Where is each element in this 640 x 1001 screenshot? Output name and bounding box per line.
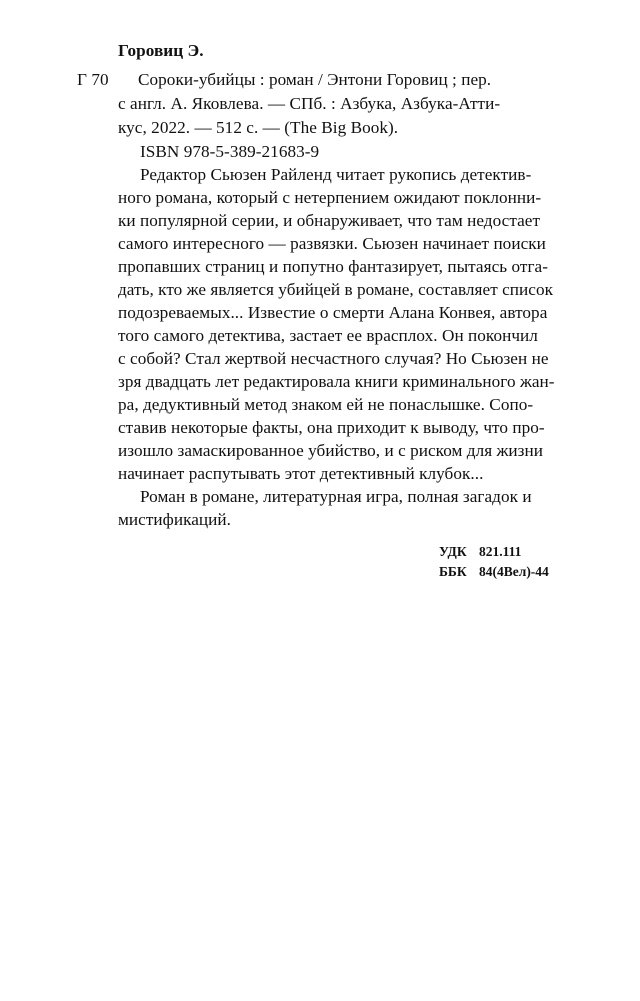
annotation-line: ра, дедуктивный метод знаком ей не понаслышке. Сопо- xyxy=(118,395,534,414)
annotation-line: мистификаций. xyxy=(118,510,232,529)
annotation-line: ки популярной серии, и обнаруживает, что там недостает xyxy=(118,211,541,230)
author-name: Горовиц Э. xyxy=(118,41,204,60)
bbk-label: ББК xyxy=(439,564,467,579)
bbk-value: 84(4Вел)-44 xyxy=(479,564,549,579)
udk-label: УДК xyxy=(439,544,467,559)
annotation-line: ного романа, который с нетерпением ожидают поклонни- xyxy=(118,188,542,207)
annotation-line: того самого детектива, застает ее врасплох. Он покончил xyxy=(118,326,538,345)
annotation-line: самого интересного — развязки. Сьюзен начинает поиски xyxy=(118,234,546,253)
description-line: Сороки-убийцы : роман / Энтони Горовиц ; пер. xyxy=(138,70,492,89)
annotation-line: подозреваемых... Известие о смерти Алана Конвея, автора xyxy=(118,303,548,322)
annotation-line: зря двадцать лет редактировала книги криминального жан- xyxy=(118,372,555,391)
annotation-line: изошло замаскированное убийство, и с риском для жизни xyxy=(118,441,544,460)
annotation-line: пропавших страниц и попутно фантазирует, пытаясь отга- xyxy=(118,257,549,276)
annotation-line: ставив некоторые факты, она приходит к выводу, что про- xyxy=(118,418,545,437)
description-line: кус, 2022. — 512 с. — (The Big Book). xyxy=(118,118,399,137)
isbn: ISBN 978-5-389-21683-9 xyxy=(140,142,320,161)
bbk-index xyxy=(439,563,549,581)
udk-value: 821.111 xyxy=(479,544,522,559)
annotation-line: Роман в романе, литературная игра, полная загадок и xyxy=(140,487,532,506)
cutter-number: Г 70 xyxy=(77,70,109,89)
annotation-line: с собой? Стал жертвой несчастного случая? Но Сьюзен не xyxy=(118,349,549,368)
annotation-line: Редактор Сьюзен Райленд читает рукопись детектив- xyxy=(140,165,532,184)
description-line: с англ. А. Яковлева. — СПб. : Азбука, Азбука-Атти- xyxy=(118,94,501,113)
annotation-line: дать, кто же является убийцей в романе, составляет список xyxy=(118,280,553,299)
annotation-line: начинает распутывать этот детективный клубок... xyxy=(118,464,484,483)
udk-index xyxy=(439,543,521,561)
